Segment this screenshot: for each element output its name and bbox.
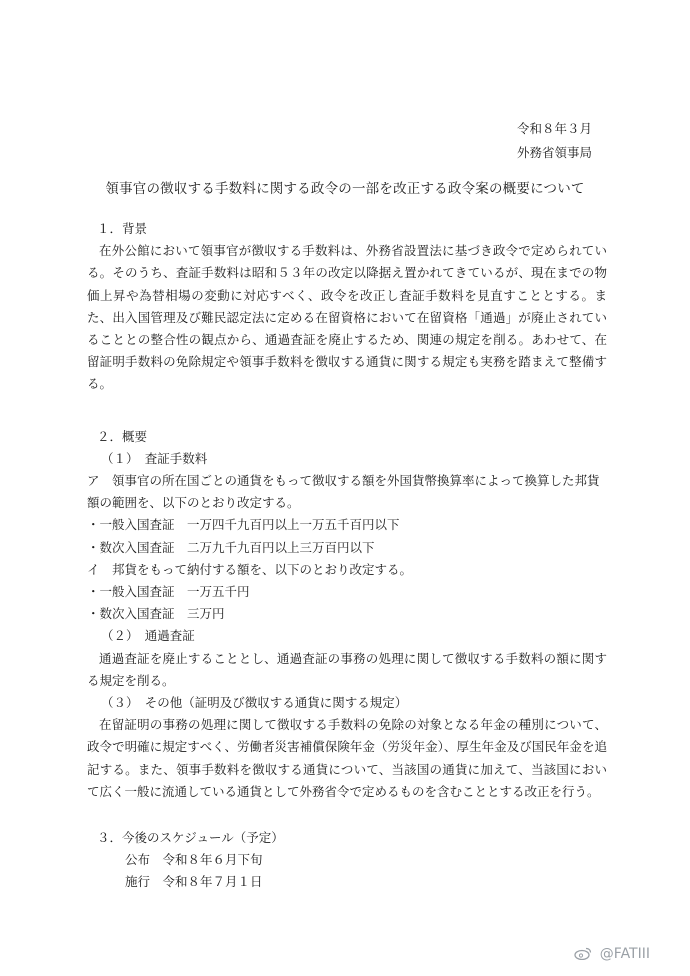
- document-title: 領事官の徴収する手数料に関する政令の一部を改正する政令案の概要について: [105, 181, 585, 197]
- section-background-paragraph: 在外公館において領事官が徴収する手数料は、外務省設置法に基づき政令で定められている。そのうち、査証手数料は昭和５３年の改定以降据え置かれてきているが、現在までの物価上昇や為替相場の変動に対応すべく、政令を改正し査証手数料を見直すこととする。また、出入国管理及び難民認定法に定める在留資格において在留資格「通過」が廃止されていることとの整合性の観点から、通過査証を廃止するため、関連の規定を削る。あわせて、在留証明手数料の免除規定や領事手数料を徴収する通貨に関する規定も実務を踏まえて整備する。: [87, 243, 607, 392]
- watermark-text: @FATIII: [599, 946, 650, 962]
- subsection-visa-fee-heading: （１） 査証手数料: [101, 450, 208, 466]
- subsection-other-heading: （３） その他（証明及び徴収する通貨に関する規定）: [101, 695, 408, 711]
- schedule-enforcement: 施行 令和８年７月１日: [125, 874, 263, 890]
- document-date: 令和８年３月: [516, 121, 592, 136]
- weibo-icon: [574, 946, 592, 960]
- other-paragraph: 在留証明の事務の処理に関して徴収する手数料の免除の対象となる年金の種別について、政令で明確に規定すべく、労働者災害補償保険年金（労災年金）、厚生年金及び国民年金を追記する。また、領事手数料を徴収する通貨について、当該国の通貨に加えて、当該国において広く一般に流通している通貨として外務省令で定めるものを含むこととする改正を行う。: [87, 717, 607, 799]
- document-body: [87, 218, 607, 894]
- visa-fee-a-single-entry: ・一般入国査証 一万四千九百円以上一万五千百円以下: [87, 517, 400, 533]
- section-overview-heading: ２．概要: [97, 428, 148, 444]
- header-block: [517, 117, 592, 165]
- visa-fee-i-multiple-entry: ・数次入国査証 三万円: [87, 606, 225, 622]
- visa-fee-a-multiple-entry: ・数次入国査証 二万九千九百円以上三万百円以下: [87, 539, 375, 555]
- transit-visa-paragraph: 通過査証を廃止することとし、通過査証の事務の処理に関して徴収する手数料の額に関する規定を削る。: [87, 650, 607, 688]
- visa-fee-i-single-entry: ・一般入国査証 一万五千円: [87, 584, 250, 600]
- subsection-transit-visa-heading: （２） 通過査証: [101, 628, 195, 644]
- weibo-watermark: [574, 946, 650, 962]
- section-background-heading: １．背景: [97, 221, 148, 236]
- visa-fee-item-a: ア 領事官の所在国ごとの通貨をもって徴収する額を外国貨幣換算率によって換算した邦貨額の範囲を、以下のとおり改定する。: [87, 473, 600, 511]
- schedule-promulgation: 公布 令和８年６月下旬: [125, 852, 263, 868]
- issuing-bureau: 外務省領事局: [516, 145, 592, 160]
- section-schedule-heading: ３．今後のスケジュール（予定）: [97, 830, 284, 846]
- visa-fee-item-i: イ 邦貨をもって納付する額を、以下のとおり改定する。: [87, 561, 413, 577]
